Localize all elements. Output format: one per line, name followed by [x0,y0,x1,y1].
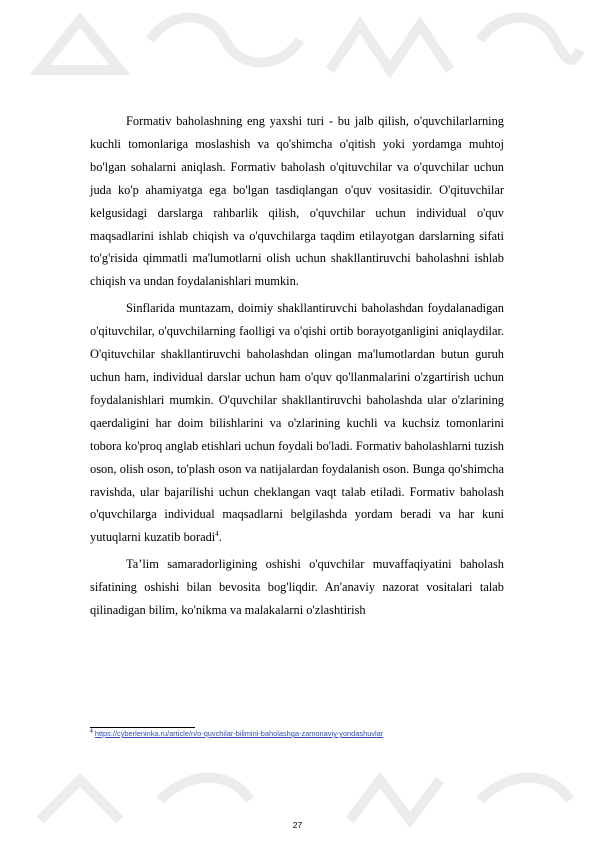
paragraph-2-end: . [218,530,222,545]
paragraph-1-text: Formativ baholashning eng yaxshi turi - bu jalb qilish, o'quvchilarlarning kuchli tomonlariga moslashish va qo'shimcha o'qitish yoki yordamga muhtoj bo'lgan sohalarni aniqlash. Formativ baholash o'qituvchilar va o'quvchilar uchun juda ko'p ahamiyatga ega bo'lgan tasdiqlangan o'quv vositasidir. O'qituvchilar kelgusidagi darslarga rahbarlik qilish, o'quvchilar uchun individual o'quv maqsadlarini ishlab chiqish va o'quvchilarga taqdim etilayotgan darslarning sifati to'g'risida qimmatli ma'lumotlarni olish uchun shakllantiruvchi baholashni ishlab chiqish va undan foydalanishlari mumkin. [90,114,504,289]
footnote-reference[interactable]: 4 [215,530,219,539]
paragraph-1 [90,110,504,293]
footnote-link[interactable]: https://cyberleninka.ru/article/n/o-quvchilar-bilimini-baholashga-zamonaviy-yondashuvlar [94,729,384,738]
paragraph-3 [90,553,504,622]
paragraph-3-text: Ta’lim samaradorligining oshishi o'quvchilar muvaffaqiyatini baholash sifatining oshishi bilan bevosita bog'liqdir. An'anaviy nazorat vositalari talab qilinadigan bilim, ko'nikma va malakalarni o'zlashtirish [90,557,504,618]
footnote-number: 4 [90,728,93,735]
paragraph-2 [90,297,504,549]
paragraph-2-text: Sinflarida muntazam, doimiy shakllantiruvchi baholashdan foydalanadigan o'qituvchilar, o'quvchilarning faolligi va o'qishi ortib borayotganligini aniqlaydilar. O'qituvchilar shakllantiruvchi baholashdan olingan ma'lumotlardan butun guruh uchun ham, individual darslar uchun ham o'quv qo'llanmalarini o'zgartirish uchun foydalanishlari mumkin. O'quvchilar shakllantiruvchi baholashda ular o'zlarining qaerdaligini har doim bilishlarini va o'zlarining kuchli va kuchsiz tomonlarini tobora ko'proq anglab etishlari uchun foydali bo'ladi. Formativ baholashlarni tuzish oson, olish oson, to'plash oson va natijalardan foydalanish oson. Bunga qo'shimcha ravishda, ular bajarilishi uchun cheklangan vaqt talab etiladi. Formativ baholash o'quvchilarga individual maqsadlarni belgilashda yordam beradi va har kuni yutuqlarni kuzatib boradi [90,301,504,545]
footnote [90,729,504,739]
footnote-separator [90,727,195,728]
document-body [90,110,504,626]
page-number: 27 [292,820,303,830]
